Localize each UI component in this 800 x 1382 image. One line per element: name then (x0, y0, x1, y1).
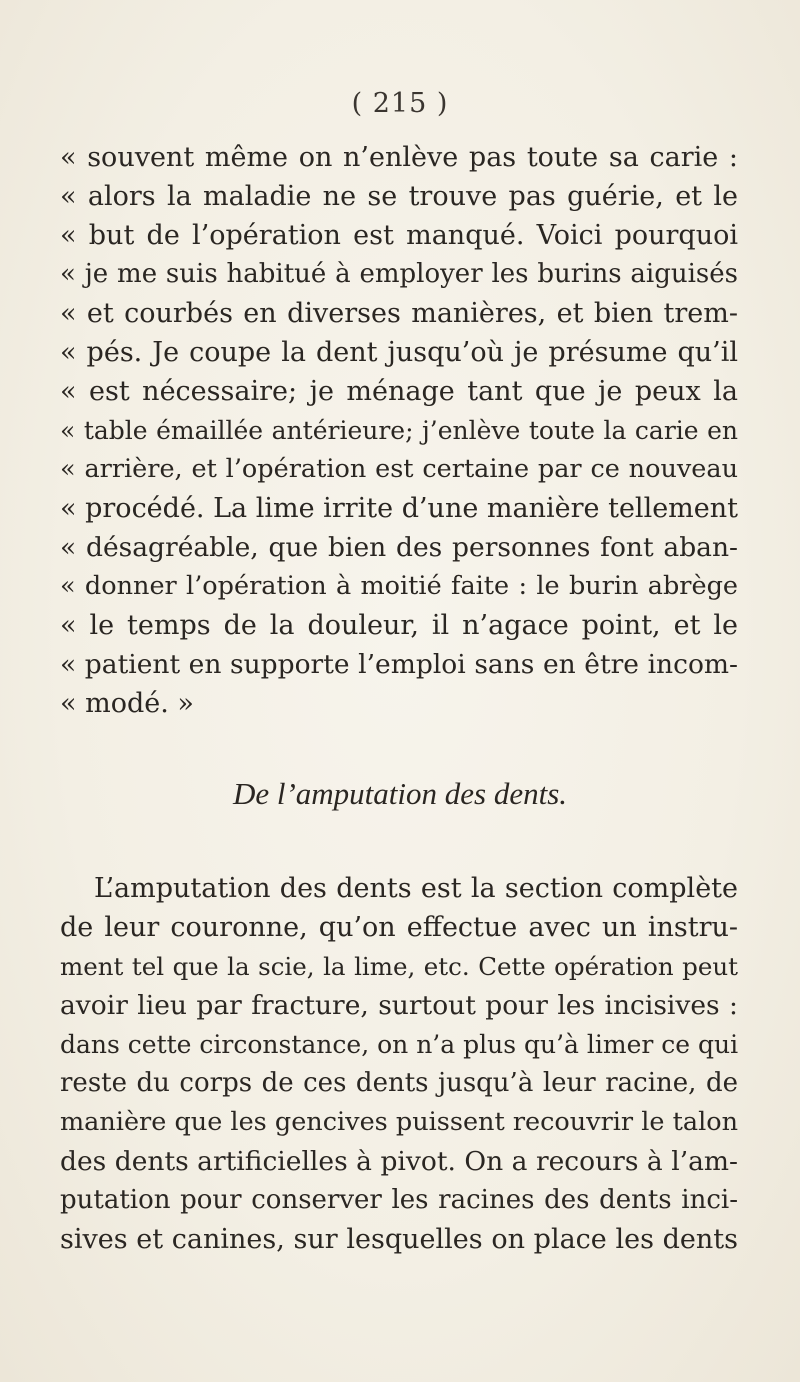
text-line: de leur couronne, qu’on effectue avec un instru- (60, 912, 738, 943)
page-number: ( 215 ) (351, 88, 449, 119)
text-line: « modé. » (60, 688, 194, 719)
text-line: « pés. Je coupe la dent jusqu’où je présume qu’il (60, 337, 738, 368)
text-line: « donner l’opération à moitié faite : le burin abrège (60, 571, 738, 601)
quoted-passage (60, 138, 738, 723)
text-line: « arrière, et l’opération est certaine par ce nouveau (60, 454, 738, 484)
text-line: « le temps de la douleur, il n’agace point, et le (60, 610, 738, 641)
text-line: « et courbés en diverses manières, et bien trem- (60, 298, 738, 329)
text-line: L’amputation des dents est la section complète (94, 873, 738, 904)
text-line: avoir lieu par fracture, surtout pour les incisives : (60, 990, 738, 1021)
text-line: des dents artificielles à pivot. On a recours à l’am- (60, 1146, 738, 1177)
text-line: « alors la maladie ne se trouve pas guérie, et le (60, 181, 738, 212)
text-line: « souvent même on n’enlève pas toute sa carie : (60, 142, 738, 173)
text-line: ment tel que la scie, la lime, etc. Cette opération peut (60, 952, 738, 981)
section-heading: De l’amputation des dents. (232, 776, 568, 811)
text-line: manière que les gencives puissent recouvrir le talon (60, 1107, 738, 1137)
text-line: « désagréable, que bien des personnes font aban- (60, 532, 738, 563)
text-line: « table émaillée antérieure; j’enlève toute la carie en (60, 416, 738, 445)
text-line: dans cette circonstance, on n’a plus qu’à limer ce qui (60, 1030, 739, 1059)
text-line: « procédé. La lime irrite d’une manière tellement (60, 493, 738, 524)
text-line: « but de l’opération est manqué. Voici pourquoi (60, 220, 738, 251)
text-line: « patient en supporte l’emploi sans en être incom- (60, 649, 738, 680)
text-line: « est nécessaire; je ménage tant que je peux la (60, 376, 738, 407)
text-line: « je me suis habitué à employer les burins aiguisés (60, 259, 738, 289)
text-line: reste du corps de ces dents jusqu’à leur racine, de (60, 1068, 738, 1098)
text-line: putation pour conserver les racines des dents inci- (60, 1185, 738, 1215)
text-line: sives et canines, sur lesquelles on place les dents (60, 1224, 738, 1255)
section-paragraph (60, 869, 738, 1259)
